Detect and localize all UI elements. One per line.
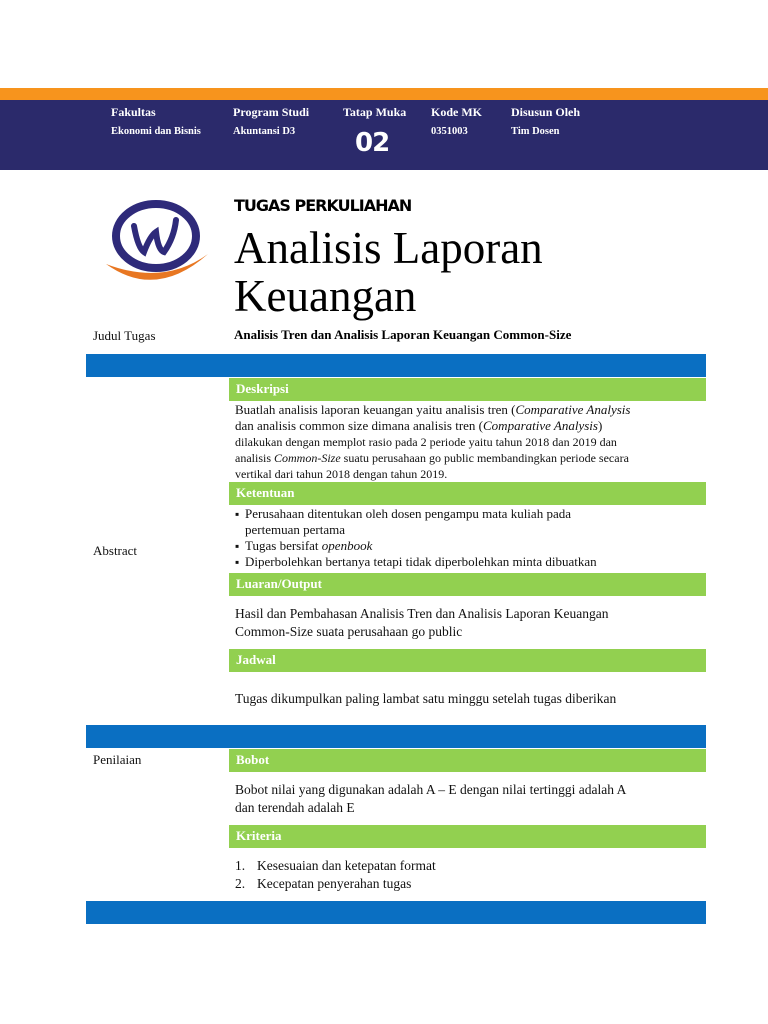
output-text: Hasil dan Pembahasan Analisis Tren dan Analisis Laporan Keuangan Common-Size suata perusahaan go public xyxy=(235,606,609,639)
description-heading-bar xyxy=(229,378,706,401)
assessment-label: Penilaian xyxy=(93,752,142,767)
list-item: 2. Kecepatan penyerahan tugas xyxy=(235,876,412,891)
weight-heading: Bobot xyxy=(236,752,270,767)
rules-list xyxy=(235,506,705,570)
document-title-line1: Analisis Laporan xyxy=(234,223,543,273)
description-text: Buatlah analisis laporan keuangan yaitu analisis tren (Comparative Analysis dan analisis common size dimana analisis tren (Comparative Analysis) dilakukan dengan memplot rasio pada 2 periode yaitu tahun 2018 dan 2019 dan analisis Common-Size suatu perusahaan go public membandingkan periode secara vertikal dari tahun 2018 dengan tahun 2019. xyxy=(235,402,631,481)
meeting-label: Tatap Muka xyxy=(343,105,407,119)
program-value: Akuntansi D3 xyxy=(233,126,296,137)
meeting-number: 02 xyxy=(355,128,390,158)
weight-text: Bobot nilai yang digunakan adalah A – E dengan nilai tertinggi adalah A dan terendah adalah E xyxy=(235,782,627,815)
criteria-heading-bar xyxy=(229,825,706,848)
list-item: ▪ Perusahaan ditentukan oleh dosen pengampu mata kuliah pada pertemuan pertama xyxy=(235,506,705,538)
abstract-label: Abstract xyxy=(93,543,138,558)
faculty-label: Fakultas xyxy=(111,105,156,119)
task-label: Judul Tugas xyxy=(93,328,156,343)
criteria-heading: Kriteria xyxy=(236,828,282,843)
document-title xyxy=(234,224,694,320)
rules-heading-bar xyxy=(229,482,706,505)
list-item: ▪ Tugas bersifat openbook xyxy=(235,538,705,554)
document-title-line2: Keuangan xyxy=(234,271,417,321)
program-label: Program Studi xyxy=(233,105,310,119)
section-divider xyxy=(86,901,706,924)
section-divider xyxy=(86,354,706,377)
course-code-label: Kode MK xyxy=(431,105,482,119)
faculty-value: Ekonomi dan Bisnis xyxy=(111,126,201,137)
header-accent-bar xyxy=(0,88,768,100)
section-divider xyxy=(86,725,706,748)
document-type: TUGAS PERKULIAHAN xyxy=(234,196,412,215)
list-item: ▪ Diperbolehkan bertanya tetapi tidak diperbolehkan minta dibuatkan xyxy=(235,554,705,570)
author-value: Tim Dosen xyxy=(511,126,560,137)
rules-heading: Ketentuan xyxy=(236,485,295,500)
course-code-value: 0351003 xyxy=(431,126,468,137)
schedule-text: Tugas dikumpulkan paling lambat satu minggu setelah tugas diberikan xyxy=(235,691,617,706)
author-label: Disusun Oleh xyxy=(511,105,581,119)
weight-heading-bar xyxy=(229,749,706,772)
task-title: Analisis Tren dan Analisis Laporan Keuangan Common-Size xyxy=(234,327,572,342)
criteria-list xyxy=(235,857,705,893)
university-logo-icon xyxy=(104,196,212,292)
header-band xyxy=(0,100,768,170)
schedule-heading: Jadwal xyxy=(236,652,276,667)
description-heading: Deskripsi xyxy=(236,381,289,396)
output-heading: Luaran/Output xyxy=(236,576,322,591)
output-heading-bar xyxy=(229,573,706,596)
schedule-heading-bar xyxy=(229,649,706,672)
list-item: 1. Kesesuaian dan ketepatan format xyxy=(235,858,436,873)
